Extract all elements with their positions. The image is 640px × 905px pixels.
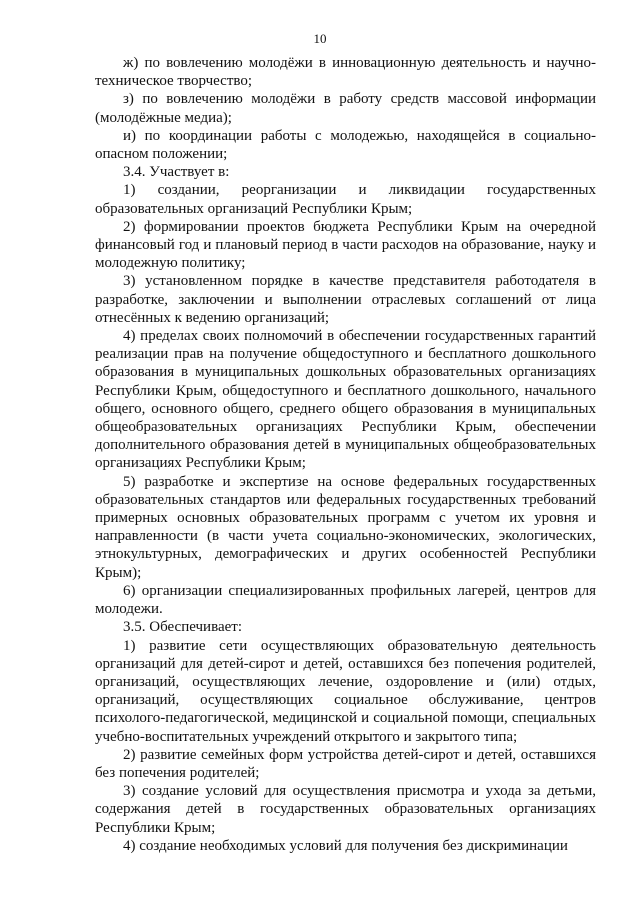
paragraph-3-4-1: 1) создании, реорганизации и ликвидации государственных образовательных организаций Республики Крым; [95,182,596,217]
paragraph-3-5-3: 3) создание условий для осуществления присмотра и ухода за детьми, содержания детей в государственных образовательных организациях Республики Крым; [95,783,596,836]
paragraph-3-5-4: 4) создание необходимых условий для получения без дискриминации [123,837,568,854]
paragraph-z: з) по вовлечению молодёжи в работу средств массовой информации (молодёжные медиа); [95,91,596,126]
paragraph-3-4-3: 3) установленном порядке в качестве представителя работодателя в разработке, заключении и выполнении отраслевых соглашений от лица отнесённых к ведению организаций; [95,273,596,326]
paragraph-3-4-2: 2) формировании проектов бюджета Республики Крым на очередной финансовый год и плановый период в части расходов на образование, науку и молодежную политику; [95,218,596,272]
paragraph-3-4-5: 5) разработке и экспертизе на основе федеральных государственных образовательных стандартов или федеральных государственных требований примерных основных образовательных программ с учетом их уровня и направленности (в части учета социально-экономических, экологических, этнокультурных, демографических и других особенностей Республики Крым); [95,473,596,581]
document-body [95,54,596,855]
paragraph-zh: ж) по вовлечению молодёжи в инновационную деятельность и научно-техническое творчество; [95,55,596,90]
section-3-4-heading: 3.4. Участвует в: [123,164,230,181]
paragraph-3-4-4: 4) пределах своих полномочий в обеспечении государственных гарантий реализации прав на получение общедоступного и бесплатного дошкольного образования в муниципальных дошкольных образовательных организациях Республики Крым, общедоступного и бесплатного дошкольного, начального общего, основного общего, среднего общего образования в муниципальных общеобразовательных организациях Республики Крым, обеспечении дополнительного образования детей в муниципальных общеобразовательных организациях Республики Крым; [95,328,596,472]
page-number: 10 [313,31,327,46]
paragraph-3-5-2: 2) развитие семейных форм устройства детей-сирот и детей, оставшихся без попечения родителей; [95,746,596,781]
paragraph-3-5-1: 1) развитие сети осуществляющих образовательную деятельность организаций для детей-сирот и детей, оставшихся без попечения родителей, организаций, осуществляющих лечение, оздоровление и (или) отдых, организаций, осуществляющих социальное обслуживание, центров психолого-педагогической, медицинской и социальной помощи, специальных учебно-воспитательных учреждений открытого и закрытого типа; [95,637,596,745]
paragraph-3-4-6: 6) организации специализированных профильных лагерей, центров для молодежи. [95,582,596,618]
section-3-5-heading: 3.5. Обеспечивает: [123,619,243,636]
paragraph-i: и) по координации работы с молодежью, находящейся в социально-опасном положении; [95,127,596,163]
